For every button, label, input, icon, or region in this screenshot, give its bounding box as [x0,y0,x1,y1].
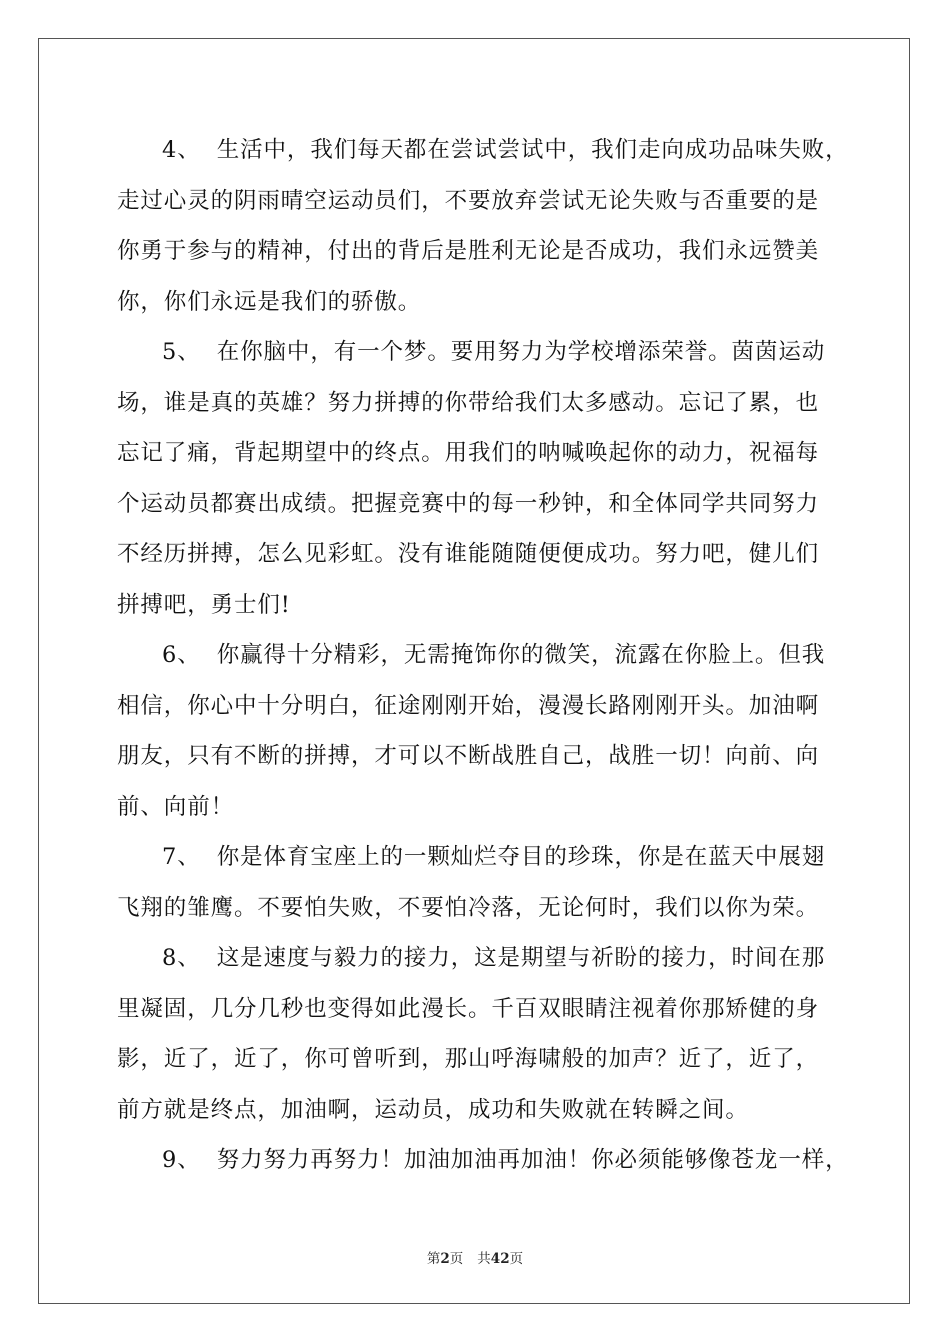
paragraph-line: 忘记了痛，背起期望中的终点。用我们的呐喊唤起你的动力，祝福每 [117,440,820,466]
paragraph-5 [117,327,837,630]
line-text: 你是体育宝座上的一颗灿烂夺目的珍珠，你是在蓝天中展翅 [216,844,826,870]
total-prefix: 共 [477,1251,491,1267]
paragraph-9 [117,1135,849,1186]
paragraph-8 [117,933,837,1135]
paragraph-line [117,125,849,176]
line-text: 生活中，我们每天都在尝试尝试中，我们走向成功品味失败， [216,137,849,163]
document-body [117,125,849,1186]
paragraph-line: 相信，你心中十分明白，征途刚刚开始，漫漫长路刚刚开头。加油啊 [117,692,820,719]
line-text: 在你脑中，有一个梦。要用努力为学校增添荣誉。茵茵运动 [216,339,826,365]
paragraph-line: 你，你们永远是我们的骄傲。 [117,288,422,315]
paragraph-line: 前、向前！ [117,793,235,820]
paragraph-line: 飞翔的雏鹰。不要怕失败，不要怕冷落，无论何时，我们以你为荣。 [117,894,820,921]
paragraph-line [117,630,837,681]
paragraph-line: 影，近了，近了，你可曾听到，那山呼海啸般的加声？近了，近了， [117,1046,820,1072]
page-suffix: 页 [449,1251,464,1267]
item-number: 9、 [162,1147,201,1173]
paragraph-line [117,327,837,378]
item-number: 5、 [162,339,201,365]
paragraph-line [117,933,837,984]
paragraph-line [117,1135,849,1186]
paragraph-line: 场，谁是真的英雄？努力拼搏的你带给我们太多感动。忘记了累，也 [117,389,820,416]
line-text: 努力努力再努力！加油加油再加油！你必须能够像苍龙一样， [216,1147,849,1173]
total-suffix: 页 [509,1251,524,1267]
line-text: 这是速度与毅力的接力，这是期望与祈盼的接力，时间在那 [216,945,826,971]
line-text: 你赢得十分精彩，无需掩饰你的微笑，流露在你脸上。但我 [216,642,826,668]
paragraph-line: 里凝固，几分几秒也变得如此漫长。千百双眼睛注视着你那矫健的身 [117,995,820,1022]
paragraph-line: 走过心灵的阴雨晴空运动员们，不要放弃尝试无论失败与否重要的是 [117,187,820,214]
page-total: 42 [490,1251,510,1267]
item-number: 7、 [162,844,201,870]
paragraph-line: 朋友，只有不断的拼搏，才可以不断战胜自己，战胜一切！向前、向 [117,743,820,769]
page-prefix: 第 [426,1251,441,1267]
page-current: 2 [440,1251,450,1267]
item-number: 4、 [162,137,201,163]
page-footer [0,1247,950,1267]
paragraph-line [117,832,837,883]
item-number: 6、 [162,642,201,668]
paragraph-line: 不经历拼搏，怎么见彩虹。没有谁能随随便便成功。努力吧，健儿们 [117,541,820,567]
item-number: 8、 [162,945,201,971]
paragraph-7 [117,832,837,933]
paragraph-line: 你勇于参与的精神，付出的背后是胜利无论是否成功，我们永远赞美 [117,238,820,264]
paragraph-4 [117,125,849,327]
paragraph-6 [117,630,837,832]
paragraph-line: 个运动员都赛出成绩。把握竞赛中的每一秒钟，和全体同学共同努力 [117,490,820,517]
paragraph-line: 拼搏吧，勇士们! [117,591,291,618]
paragraph-line: 前方就是终点，加油啊，运动员，成功和失败就在转瞬之间。 [117,1096,749,1123]
